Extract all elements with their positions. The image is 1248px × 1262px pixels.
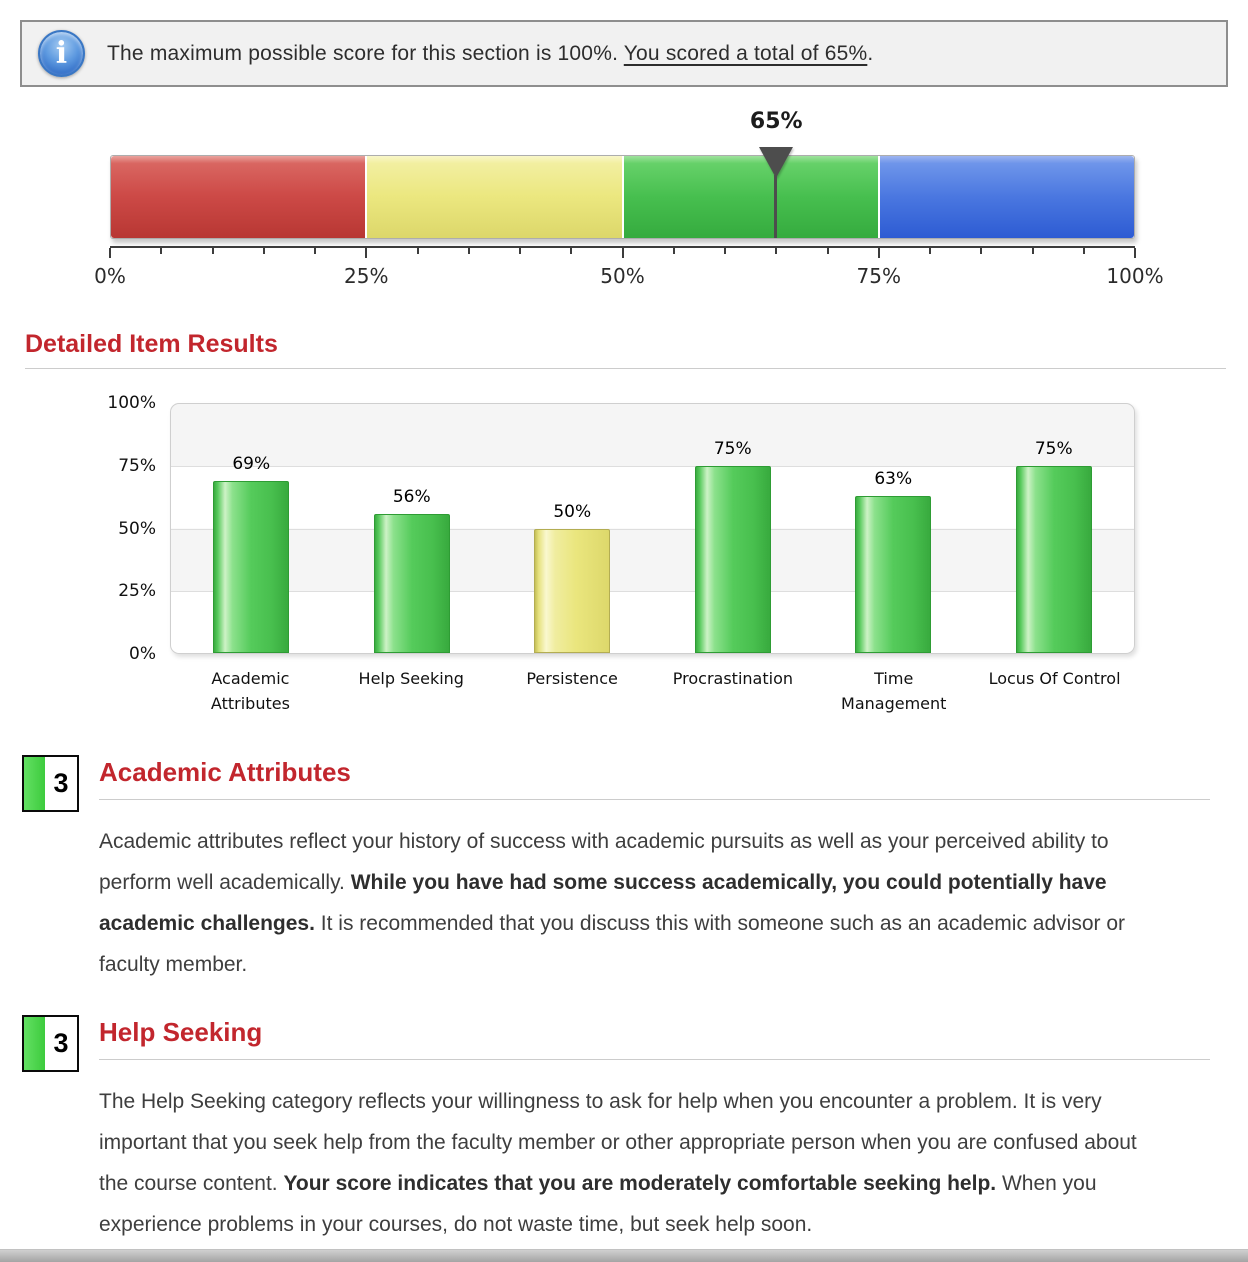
bar-value-label: 56% [392,486,431,507]
bar-fill [695,466,771,653]
bar-fill [1016,466,1092,653]
body-text: Academic attributes reflect your history of success with academic pursuits as well as your perceived ability to perform well academically. [99,830,1109,894]
gauge-tick [212,248,214,254]
category-label: Time Management [841,669,947,713]
body-text: The Help Seeking category reflects your willingness to ask for help when you encounter a problem. It is very important that you seek help from the faculty member or other appropriate person when you are confused about the course content. [99,1090,1137,1195]
gauge-axis [94,244,1164,300]
detailed-results-chart [0,393,1248,725]
score-summary-plain: The maximum possible score for this section is 100%. [107,41,624,65]
gauge-tick [109,248,111,258]
bar-value-label: 69% [232,454,271,475]
gauge-tick [878,248,880,258]
section-header [22,755,1210,812]
badge-number: 3 [53,768,69,798]
gauge-tick [519,248,521,254]
score-level-badge [22,755,79,812]
badge-green-strip [24,1017,45,1070]
gauge-tick [980,248,982,254]
bar-value-label: 75% [713,439,752,460]
gauge-segment-red [111,156,365,238]
gauge-axis-label-100: 100% [1106,264,1164,288]
body-text: When you experience problems in your courses, do not waste time, but seek help soon. [99,1172,1097,1236]
section-title: Help Seeking [99,1017,1210,1060]
y-axis-label-50: 50% [118,519,156,539]
badge-green-strip [24,757,45,810]
body-text-bold: While you have had some success academically, you could potentially have academic challenges. [99,871,1107,935]
category-label: Academic Attributes [210,669,290,713]
bar-value-label: 63% [874,469,913,490]
bar-value-label: 75% [1034,439,1073,460]
gauge-tick [570,248,572,254]
category-label: Procrastination [672,669,793,688]
section-body [99,821,1170,985]
info-icon: i [38,30,85,77]
gauge-tick [929,248,931,254]
gauge-axis-label-25: 25% [344,264,389,288]
section-title: Academic Attributes [99,757,1210,800]
section-body [99,1081,1170,1245]
bar-procrastination [653,404,814,653]
gauge-segment-green [622,156,878,238]
badge-number: 3 [53,1028,69,1058]
bar-persistence [492,404,653,653]
y-axis-label-25: 25% [118,581,156,601]
gauge-tick [417,248,419,254]
y-axis-label-0: 0% [129,644,156,664]
gauge-tick [1134,248,1136,258]
gauge-segment-yellow [365,156,621,238]
detailed-item-results-heading: Detailed Item Results [25,330,1226,369]
bar-fill [534,529,610,654]
bar-time-management [813,404,974,653]
score-summary-suffix: . [867,41,874,65]
score-total-underlined: You scored a total of 65% [623,41,868,65]
gauge-tick [468,248,470,254]
gauge-axis-label-0: 0% [94,264,126,288]
horizontal-scrollbar[interactable] [0,1249,1248,1262]
gauge-tick [775,248,777,254]
gauge-tick [1032,248,1034,254]
gauge-marker-triangle-icon [759,147,793,178]
category-label: Help Seeking [358,669,464,688]
score-gauge [94,107,1164,300]
gauge-tick [160,248,162,254]
bar-locus-of-control [974,404,1135,653]
body-text-bold: Your score indicates that you are moderately comfortable seeking help. [283,1172,997,1195]
gauge-tick [724,248,726,254]
gauge-tick [827,248,829,254]
gauge-marker-stem [774,175,777,238]
gauge-marker-label: 65% [749,109,803,134]
bar-value-label: 50% [553,501,592,522]
y-axis-label-75: 75% [118,456,156,476]
section-help-seeking [22,1015,1210,1245]
gauge-axis-label-50: 50% [600,264,645,288]
gauge-tick [1083,248,1085,254]
gauge-segment-blue [878,156,1134,238]
category-label: Locus Of Control [988,669,1121,688]
y-axis-label-100: 100% [107,393,156,413]
gauge-axis-label-75: 75% [856,264,901,288]
bar-academic-attributes [171,404,332,653]
chart-plot-area [170,403,1135,654]
section-header [22,1015,1210,1072]
bar-fill [855,496,931,653]
info-banner [20,20,1228,87]
gauge-tick [314,248,316,254]
gauge-tick [673,248,675,254]
body-text: It is recommended that you discuss this with someone such as an academic advisor or faculty member. [99,912,1126,976]
chart-category-labels [170,666,1135,716]
bar-help-seeking [332,404,493,653]
gauge-tick [263,248,265,254]
gauge-tick [365,248,367,258]
section-academic-attributes [22,755,1210,985]
gauge-tick [622,248,624,258]
score-level-badge [22,1015,79,1072]
bar-fill [213,481,289,653]
gauge-bar [110,155,1135,239]
score-summary-text [107,42,873,66]
bar-fill [374,514,450,653]
category-label: Persistence [526,669,618,688]
